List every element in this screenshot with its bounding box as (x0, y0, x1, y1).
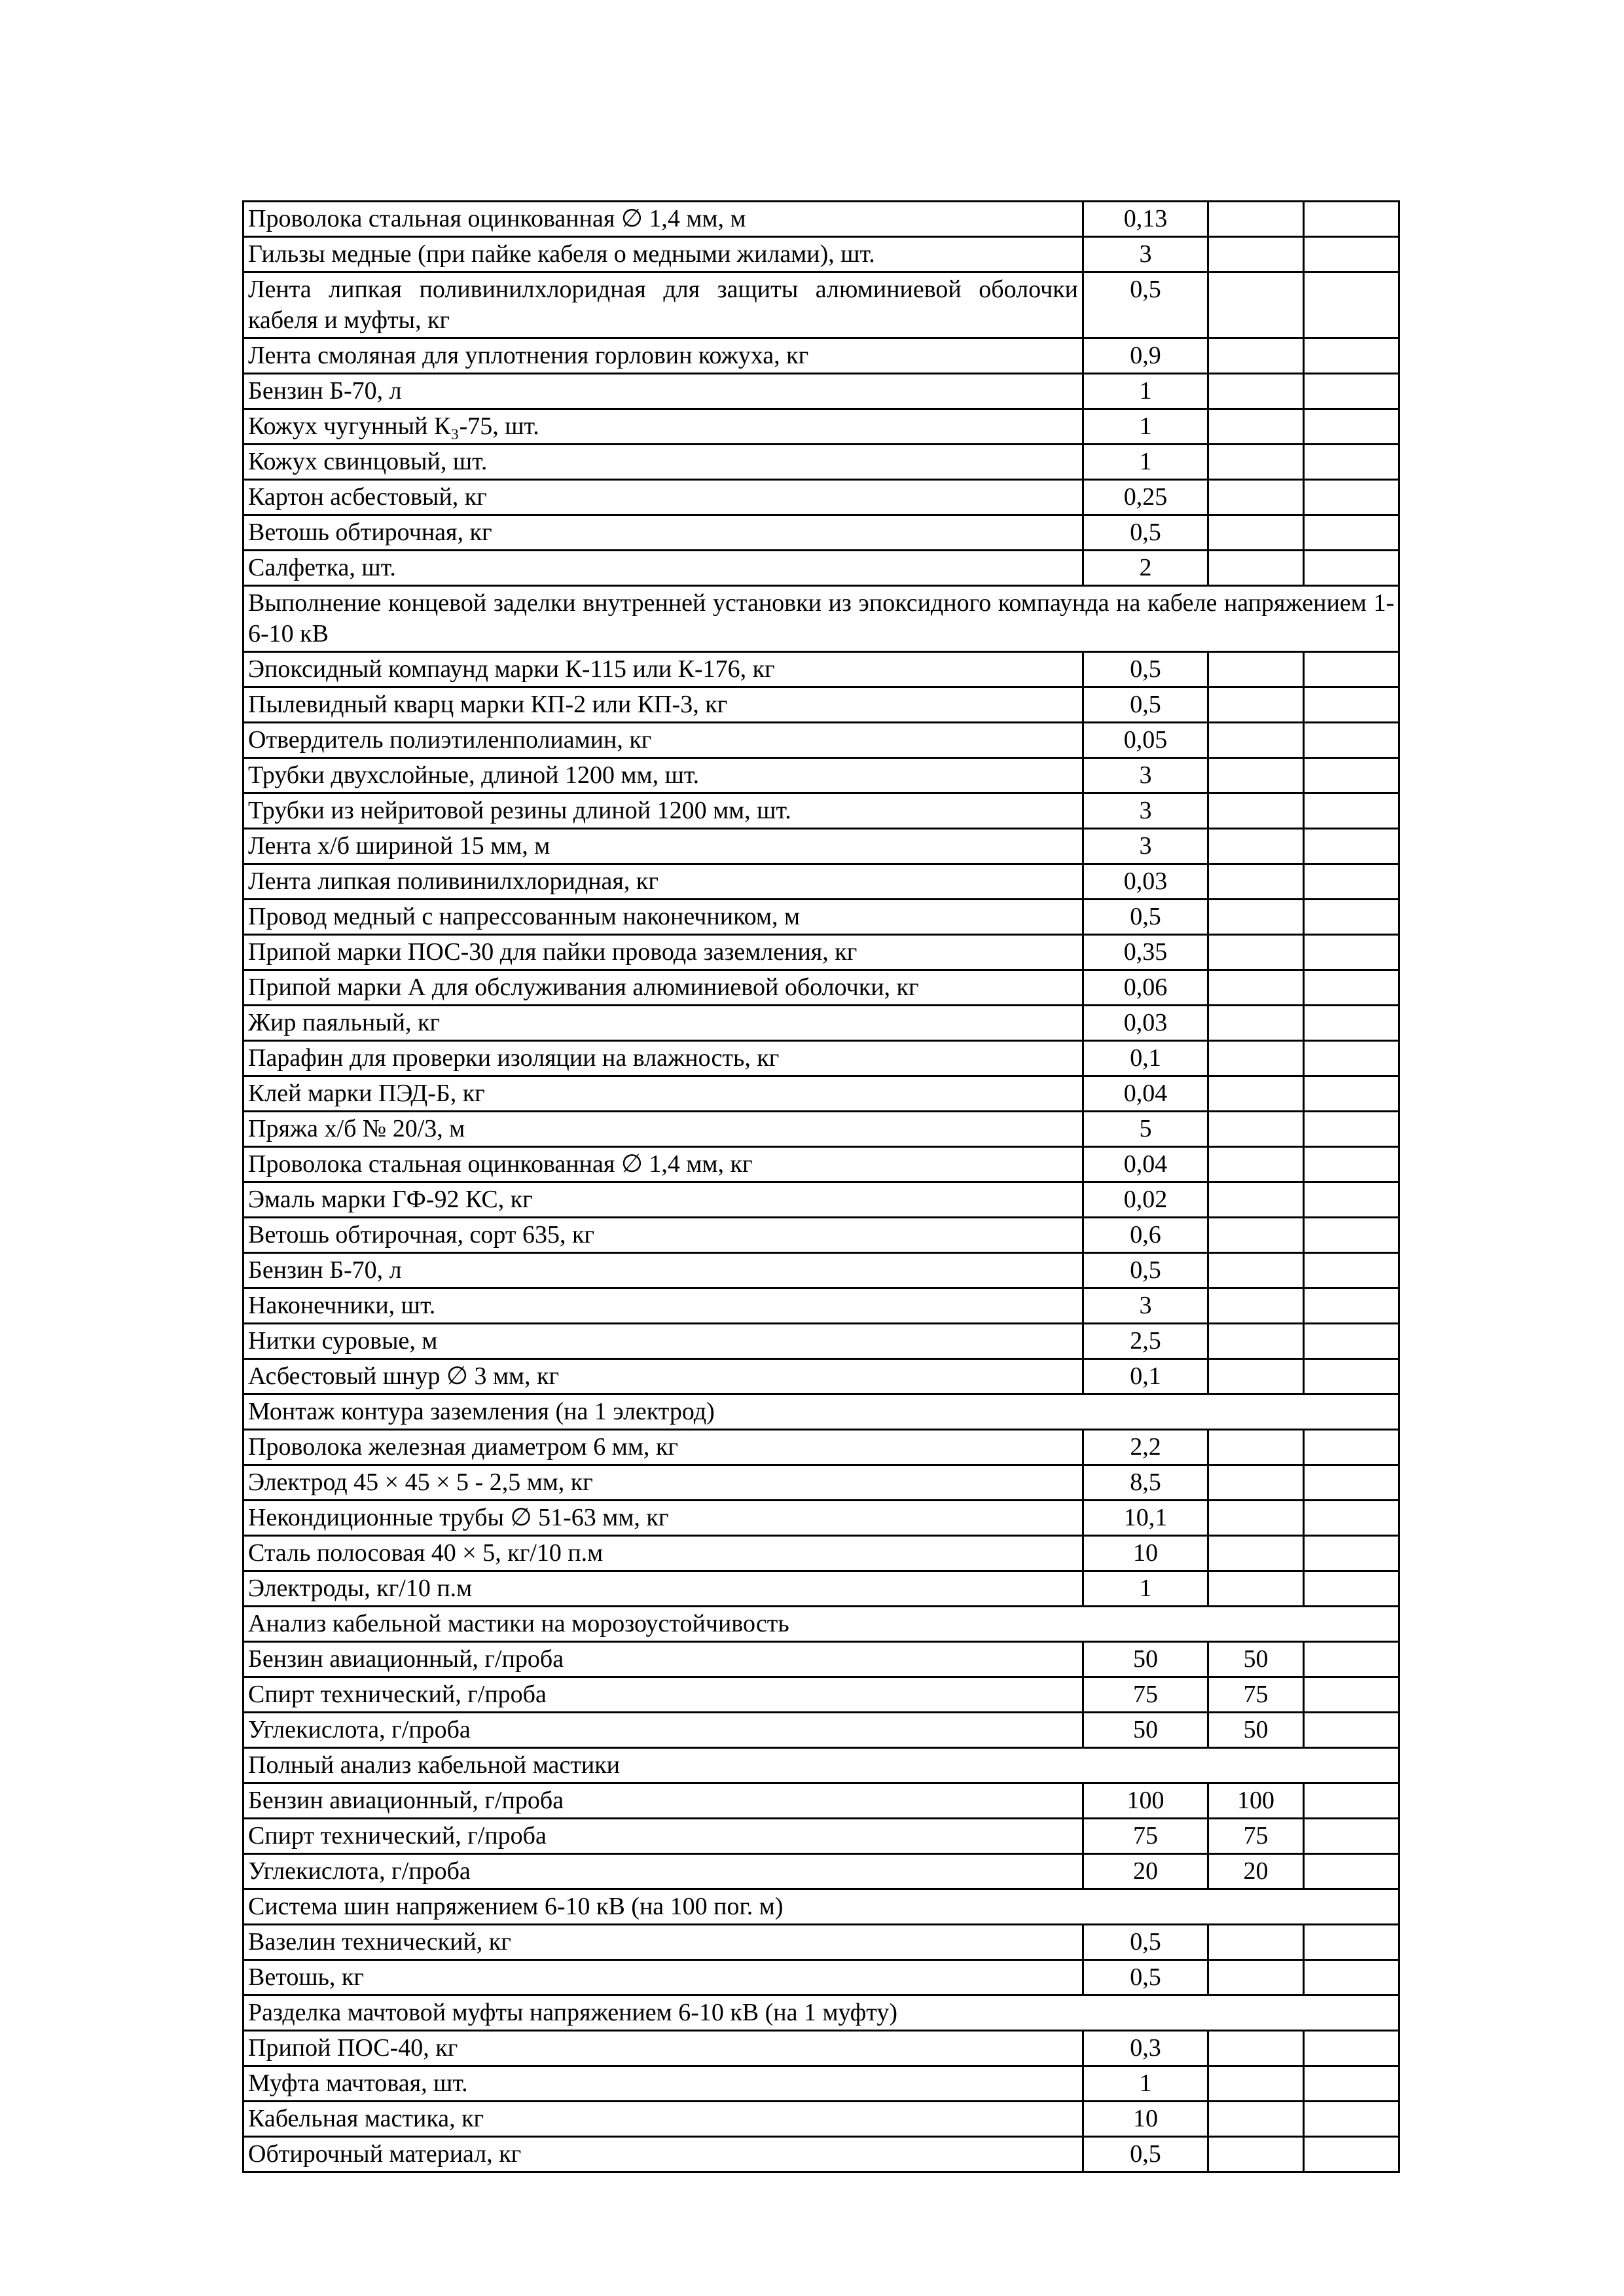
value-cell-c2 (1208, 2102, 1304, 2137)
value-cell-c3 (1304, 2137, 1399, 2172)
value-cell-c3 (1304, 1147, 1399, 1182)
material-name-cell: Кабельная мастика, кг (244, 2102, 1083, 2137)
value-cell-c1: 0,03 (1083, 864, 1208, 900)
value-cell-c3 (1304, 1536, 1399, 1571)
value-cell-c2: 20 (1208, 1854, 1304, 1889)
table-row (244, 1006, 1399, 1041)
table-row (244, 900, 1399, 935)
value-cell-c1: 1 (1083, 1571, 1208, 1607)
value-cell-c3 (1304, 338, 1399, 374)
value-cell-c1: 2,5 (1083, 1324, 1208, 1359)
value-cell-c1: 10 (1083, 1536, 1208, 1571)
value-cell-c3 (1304, 1677, 1399, 1713)
value-cell-c1: 1 (1083, 374, 1208, 409)
value-cell-c3 (1304, 480, 1399, 515)
value-cell-c3 (1304, 829, 1399, 864)
value-cell-c1: 10 (1083, 2102, 1208, 2137)
value-cell-c1: 0,25 (1083, 480, 1208, 515)
value-cell-c1: 0,05 (1083, 723, 1208, 758)
value-cell-c3 (1304, 1112, 1399, 1147)
value-cell-c1: 0,5 (1083, 1253, 1208, 1288)
material-name-cell: Бензин Б-70, л (244, 374, 1083, 409)
material-name-cell: Проволока железная диаметром 6 мм, кг (244, 1430, 1083, 1465)
value-cell-c1: 3 (1083, 758, 1208, 793)
value-cell-c3 (1304, 687, 1399, 723)
table-row (244, 723, 1399, 758)
material-name-cell: Парафин для проверки изоляции на влажность, кг (244, 1041, 1083, 1076)
value-cell-c1: 0,5 (1083, 900, 1208, 935)
material-name-cell: Салфетка, шт. (244, 551, 1083, 586)
table-row (244, 1324, 1399, 1359)
value-cell-c2 (1208, 1112, 1304, 1147)
value-cell-c1: 0,5 (1083, 1925, 1208, 1960)
value-cell-c1: 50 (1083, 1642, 1208, 1677)
value-cell-c1: 0,04 (1083, 1076, 1208, 1112)
value-cell-c3 (1304, 1006, 1399, 1041)
table-row (244, 272, 1399, 338)
value-cell-c3 (1304, 1642, 1399, 1677)
value-cell-c1: 0,02 (1083, 1182, 1208, 1218)
material-name-cell: Эмаль марки ГФ-92 КС, кг (244, 1182, 1083, 1218)
value-cell-c2: 50 (1208, 1642, 1304, 1677)
value-cell-c3 (1304, 900, 1399, 935)
value-cell-c2 (1208, 237, 1304, 272)
table-row (244, 758, 1399, 793)
value-cell-c3 (1304, 723, 1399, 758)
value-cell-c3 (1304, 515, 1399, 551)
table-row (244, 237, 1399, 272)
value-cell-c2 (1208, 900, 1304, 935)
value-cell-c2 (1208, 1253, 1304, 1288)
section-title: Разделка мачтовой муфты напряжением 6-10 кВ (на 1 муфту) (244, 1995, 1399, 2031)
material-name-cell: Отвердитель полиэтиленполиамин, кг (244, 723, 1083, 758)
value-cell-c3 (1304, 1288, 1399, 1324)
material-name-cell: Спирт технический, г/проба (244, 1677, 1083, 1713)
value-cell-c1: 0,35 (1083, 935, 1208, 970)
value-cell-c2 (1208, 687, 1304, 723)
material-name-cell: Кожух чугунный К₃-75, шт. (244, 409, 1083, 445)
value-cell-c2 (1208, 515, 1304, 551)
value-cell-c1: 75 (1083, 1677, 1208, 1713)
value-cell-c3 (1304, 1430, 1399, 1465)
material-name-cell: Муфта мачтовая, шт. (244, 2066, 1083, 2102)
material-name-cell: Ветошь обтирочная, кг (244, 515, 1083, 551)
value-cell-c3 (1304, 1501, 1399, 1536)
value-cell-c1: 75 (1083, 1819, 1208, 1854)
value-cell-c3 (1304, 1182, 1399, 1218)
table-row (244, 515, 1399, 551)
material-name-cell: Лента смоляная для уплотнения горловин кожуха, кг (244, 338, 1083, 374)
value-cell-c1: 0,5 (1083, 2137, 1208, 2172)
table-row (244, 935, 1399, 970)
section-header-row (244, 1995, 1399, 2031)
material-name-cell: Наконечники, шт. (244, 1288, 1083, 1324)
value-cell-c2 (1208, 1430, 1304, 1465)
table-row (244, 1501, 1399, 1536)
material-name-cell: Пряжа х/б № 20/3, м (244, 1112, 1083, 1147)
value-cell-c2 (1208, 829, 1304, 864)
material-name-cell: Трубки из нейритовой резины длиной 1200 мм, шт. (244, 793, 1083, 829)
value-cell-c2 (1208, 1076, 1304, 1112)
table-row (244, 1783, 1399, 1819)
material-name-cell: Сталь полосовая 40 × 5, кг/10 п.м (244, 1536, 1083, 1571)
section-title: Полный анализ кабельной мастики (244, 1748, 1399, 1783)
table-row (244, 1359, 1399, 1394)
value-cell-c3 (1304, 1960, 1399, 1995)
value-cell-c3 (1304, 409, 1399, 445)
table-row (244, 374, 1399, 409)
value-cell-c1: 0,03 (1083, 1006, 1208, 1041)
table-row (244, 1182, 1399, 1218)
table-row (244, 652, 1399, 687)
value-cell-c3 (1304, 758, 1399, 793)
value-cell-c3 (1304, 1041, 1399, 1076)
section-title: Анализ кабельной мастики на морозоустойчивость (244, 1607, 1399, 1642)
value-cell-c1: 2 (1083, 551, 1208, 586)
value-cell-c1: 0,06 (1083, 970, 1208, 1006)
value-cell-c1: 0,5 (1083, 687, 1208, 723)
material-name-cell: Лента липкая поливинилхлоридная, кг (244, 864, 1083, 900)
value-cell-c1: 10,1 (1083, 1501, 1208, 1536)
value-cell-c3 (1304, 1854, 1399, 1889)
material-name-cell: Проволока стальная оцинкованная ∅ 1,4 мм, кг (244, 1147, 1083, 1182)
table-row (244, 1253, 1399, 1288)
material-name-cell: Пылевидный кварц марки КП-2 или КП-3, кг (244, 687, 1083, 723)
table-row (244, 1288, 1399, 1324)
value-cell-c1: 20 (1083, 1854, 1208, 1889)
value-cell-c3 (1304, 1076, 1399, 1112)
material-name-cell: Ветошь обтирочная, сорт 635, кг (244, 1218, 1083, 1253)
material-name-cell: Лента х/б шириной 15 мм, м (244, 829, 1083, 864)
value-cell-c1: 1 (1083, 445, 1208, 480)
value-cell-c2 (1208, 2031, 1304, 2066)
value-cell-c2 (1208, 338, 1304, 374)
material-name-cell: Вазелин технический, кг (244, 1925, 1083, 1960)
material-name-cell: Электроды, кг/10 п.м (244, 1571, 1083, 1607)
material-name-cell: Эпоксидный компаунд марки К-115 или К-176, кг (244, 652, 1083, 687)
value-cell-c3 (1304, 1218, 1399, 1253)
section-title: Выполнение концевой заделки внутренней установки из эпоксидного компаунда на кабеле напряжением 1-6-10 кВ (244, 586, 1399, 652)
material-name-cell: Бензин Б-70, л (244, 1253, 1083, 1288)
materials-table (242, 200, 1400, 2173)
value-cell-c1: 0,04 (1083, 1147, 1208, 1182)
table-row (244, 1713, 1399, 1748)
material-name-cell: Некондиционные трубы ∅ 51-63 мм, кг (244, 1501, 1083, 1536)
table-row (244, 970, 1399, 1006)
table-row (244, 1642, 1399, 1677)
table-row (244, 1677, 1399, 1713)
value-cell-c1: 3 (1083, 1288, 1208, 1324)
value-cell-c1: 3 (1083, 237, 1208, 272)
value-cell-c3 (1304, 1324, 1399, 1359)
table-row (244, 1536, 1399, 1571)
table-row (244, 409, 1399, 445)
material-name-cell: Ветошь, кг (244, 1960, 1083, 1995)
value-cell-c3 (1304, 1253, 1399, 1288)
table-row (244, 1854, 1399, 1889)
value-cell-c2 (1208, 1465, 1304, 1501)
value-cell-c2 (1208, 758, 1304, 793)
value-cell-c1: 0,5 (1083, 1960, 1208, 1995)
material-name-cell: Припой марки А для обслуживания алюминиевой оболочки, кг (244, 970, 1083, 1006)
material-name-cell: Лента липкая поливинилхлоридная для защиты алюминиевой оболочки кабеля и муфты, кг (244, 272, 1083, 338)
value-cell-c1: 0,1 (1083, 1359, 1208, 1394)
material-name-cell: Бензин авиационный, г/проба (244, 1642, 1083, 1677)
material-name-cell: Припой марки ПОС-30 для пайки провода заземления, кг (244, 935, 1083, 970)
section-header-row (244, 1889, 1399, 1925)
value-cell-c1: 0,3 (1083, 2031, 1208, 2066)
value-cell-c2 (1208, 1571, 1304, 1607)
material-name-cell: Обтирочный материал, кг (244, 2137, 1083, 2172)
value-cell-c3 (1304, 374, 1399, 409)
material-name-cell: Электрод 45 × 45 × 5 - 2,5 мм, кг (244, 1465, 1083, 1501)
value-cell-c2: 75 (1208, 1819, 1304, 1854)
value-cell-c3 (1304, 970, 1399, 1006)
table-row (244, 1041, 1399, 1076)
table-row (244, 1925, 1399, 1960)
value-cell-c3 (1304, 2102, 1399, 2137)
section-header-row (244, 1607, 1399, 1642)
value-cell-c2 (1208, 970, 1304, 1006)
value-cell-c2 (1208, 551, 1304, 586)
value-cell-c2 (1208, 480, 1304, 515)
value-cell-c1: 50 (1083, 1713, 1208, 1748)
value-cell-c3 (1304, 864, 1399, 900)
section-title: Монтаж контура заземления (на 1 электрод) (244, 1394, 1399, 1430)
material-name-cell: Асбестовый шнур ∅ 3 мм, кг (244, 1359, 1083, 1394)
material-name-cell: Кожух свинцовый, шт. (244, 445, 1083, 480)
value-cell-c2 (1208, 1324, 1304, 1359)
value-cell-c2 (1208, 652, 1304, 687)
value-cell-c2 (1208, 445, 1304, 480)
table-row (244, 1465, 1399, 1501)
value-cell-c2 (1208, 1218, 1304, 1253)
value-cell-c3 (1304, 2066, 1399, 2102)
value-cell-c2: 50 (1208, 1713, 1304, 1748)
value-cell-c3 (1304, 2031, 1399, 2066)
value-cell-c1: 3 (1083, 829, 1208, 864)
value-cell-c2 (1208, 202, 1304, 237)
table-row (244, 1819, 1399, 1854)
value-cell-c3 (1304, 1359, 1399, 1394)
table-row (244, 1076, 1399, 1112)
value-cell-c3 (1304, 202, 1399, 237)
value-cell-c3 (1304, 551, 1399, 586)
value-cell-c1: 0,9 (1083, 338, 1208, 374)
value-cell-c2 (1208, 2066, 1304, 2102)
value-cell-c2 (1208, 409, 1304, 445)
material-name-cell: Нитки суровые, м (244, 1324, 1083, 1359)
table-row (244, 1218, 1399, 1253)
material-name-cell: Клей марки ПЭД-Б, кг (244, 1076, 1083, 1112)
value-cell-c2 (1208, 1501, 1304, 1536)
table-row (244, 864, 1399, 900)
value-cell-c2 (1208, 793, 1304, 829)
value-cell-c1: 100 (1083, 1783, 1208, 1819)
value-cell-c2: 75 (1208, 1677, 1304, 1713)
value-cell-c2 (1208, 1925, 1304, 1960)
table-row (244, 2137, 1399, 2172)
value-cell-c2 (1208, 935, 1304, 970)
value-cell-c1: 2,2 (1083, 1430, 1208, 1465)
table-row (244, 1430, 1399, 1465)
value-cell-c2 (1208, 2137, 1304, 2172)
value-cell-c2 (1208, 1359, 1304, 1394)
table-row (244, 1571, 1399, 1607)
table-row (244, 1112, 1399, 1147)
value-cell-c1: 0,6 (1083, 1218, 1208, 1253)
value-cell-c2 (1208, 864, 1304, 900)
table-row (244, 551, 1399, 586)
value-cell-c3 (1304, 445, 1399, 480)
table-row (244, 829, 1399, 864)
value-cell-c3 (1304, 237, 1399, 272)
value-cell-c3 (1304, 1571, 1399, 1607)
material-name-cell: Бензин авиационный, г/проба (244, 1783, 1083, 1819)
value-cell-c1: 1 (1083, 2066, 1208, 2102)
value-cell-c1: 8,5 (1083, 1465, 1208, 1501)
value-cell-c3 (1304, 935, 1399, 970)
table-row (244, 338, 1399, 374)
value-cell-c1: 0,5 (1083, 652, 1208, 687)
material-name-cell: Углекислота, г/проба (244, 1854, 1083, 1889)
value-cell-c1: 0,1 (1083, 1041, 1208, 1076)
material-name-cell: Гильзы медные (при пайке кабеля о медными жилами), шт. (244, 237, 1083, 272)
material-name-cell: Провод медный с напрессованным наконечником, м (244, 900, 1083, 935)
value-cell-c1: 3 (1083, 793, 1208, 829)
table-row (244, 1147, 1399, 1182)
value-cell-c3 (1304, 1925, 1399, 1960)
table-row (244, 2102, 1399, 2137)
material-name-cell: Трубки двухслойные, длиной 1200 мм, шт. (244, 758, 1083, 793)
value-cell-c2 (1208, 1041, 1304, 1076)
table-row (244, 687, 1399, 723)
value-cell-c3 (1304, 1819, 1399, 1854)
value-cell-c3 (1304, 1465, 1399, 1501)
materials-table-body (244, 202, 1399, 2172)
table-row (244, 2066, 1399, 2102)
material-name-cell: Углекислота, г/проба (244, 1713, 1083, 1748)
value-cell-c2 (1208, 1288, 1304, 1324)
table-row (244, 793, 1399, 829)
value-cell-c1: 5 (1083, 1112, 1208, 1147)
value-cell-c3 (1304, 1713, 1399, 1748)
section-header-row (244, 1748, 1399, 1783)
value-cell-c2 (1208, 1006, 1304, 1041)
value-cell-c1: 0,13 (1083, 202, 1208, 237)
value-cell-c3 (1304, 1783, 1399, 1819)
value-cell-c1: 0,5 (1083, 515, 1208, 551)
table-row (244, 1960, 1399, 1995)
material-name-cell: Жир паяльный, кг (244, 1006, 1083, 1041)
table-row (244, 445, 1399, 480)
table-row (244, 202, 1399, 237)
value-cell-c1: 1 (1083, 409, 1208, 445)
table-row (244, 480, 1399, 515)
value-cell-c2 (1208, 723, 1304, 758)
value-cell-c2 (1208, 1536, 1304, 1571)
material-name-cell: Картон асбестовый, кг (244, 480, 1083, 515)
value-cell-c3 (1304, 652, 1399, 687)
value-cell-c1: 0,5 (1083, 272, 1208, 338)
value-cell-c3 (1304, 793, 1399, 829)
value-cell-c2 (1208, 1182, 1304, 1218)
value-cell-c2 (1208, 272, 1304, 338)
value-cell-c2 (1208, 1147, 1304, 1182)
value-cell-c2 (1208, 1960, 1304, 1995)
section-header-row (244, 586, 1399, 652)
value-cell-c2: 100 (1208, 1783, 1304, 1819)
section-title: Система шин напряжением 6-10 кВ (на 100 пог. м) (244, 1889, 1399, 1925)
material-name-cell: Припой ПОС-40, кг (244, 2031, 1083, 2066)
value-cell-c2 (1208, 374, 1304, 409)
table-row (244, 2031, 1399, 2066)
material-name-cell: Проволока стальная оцинкованная ∅ 1,4 мм, м (244, 202, 1083, 237)
value-cell-c3 (1304, 272, 1399, 338)
material-name-cell: Спирт технический, г/проба (244, 1819, 1083, 1854)
section-header-row (244, 1394, 1399, 1430)
